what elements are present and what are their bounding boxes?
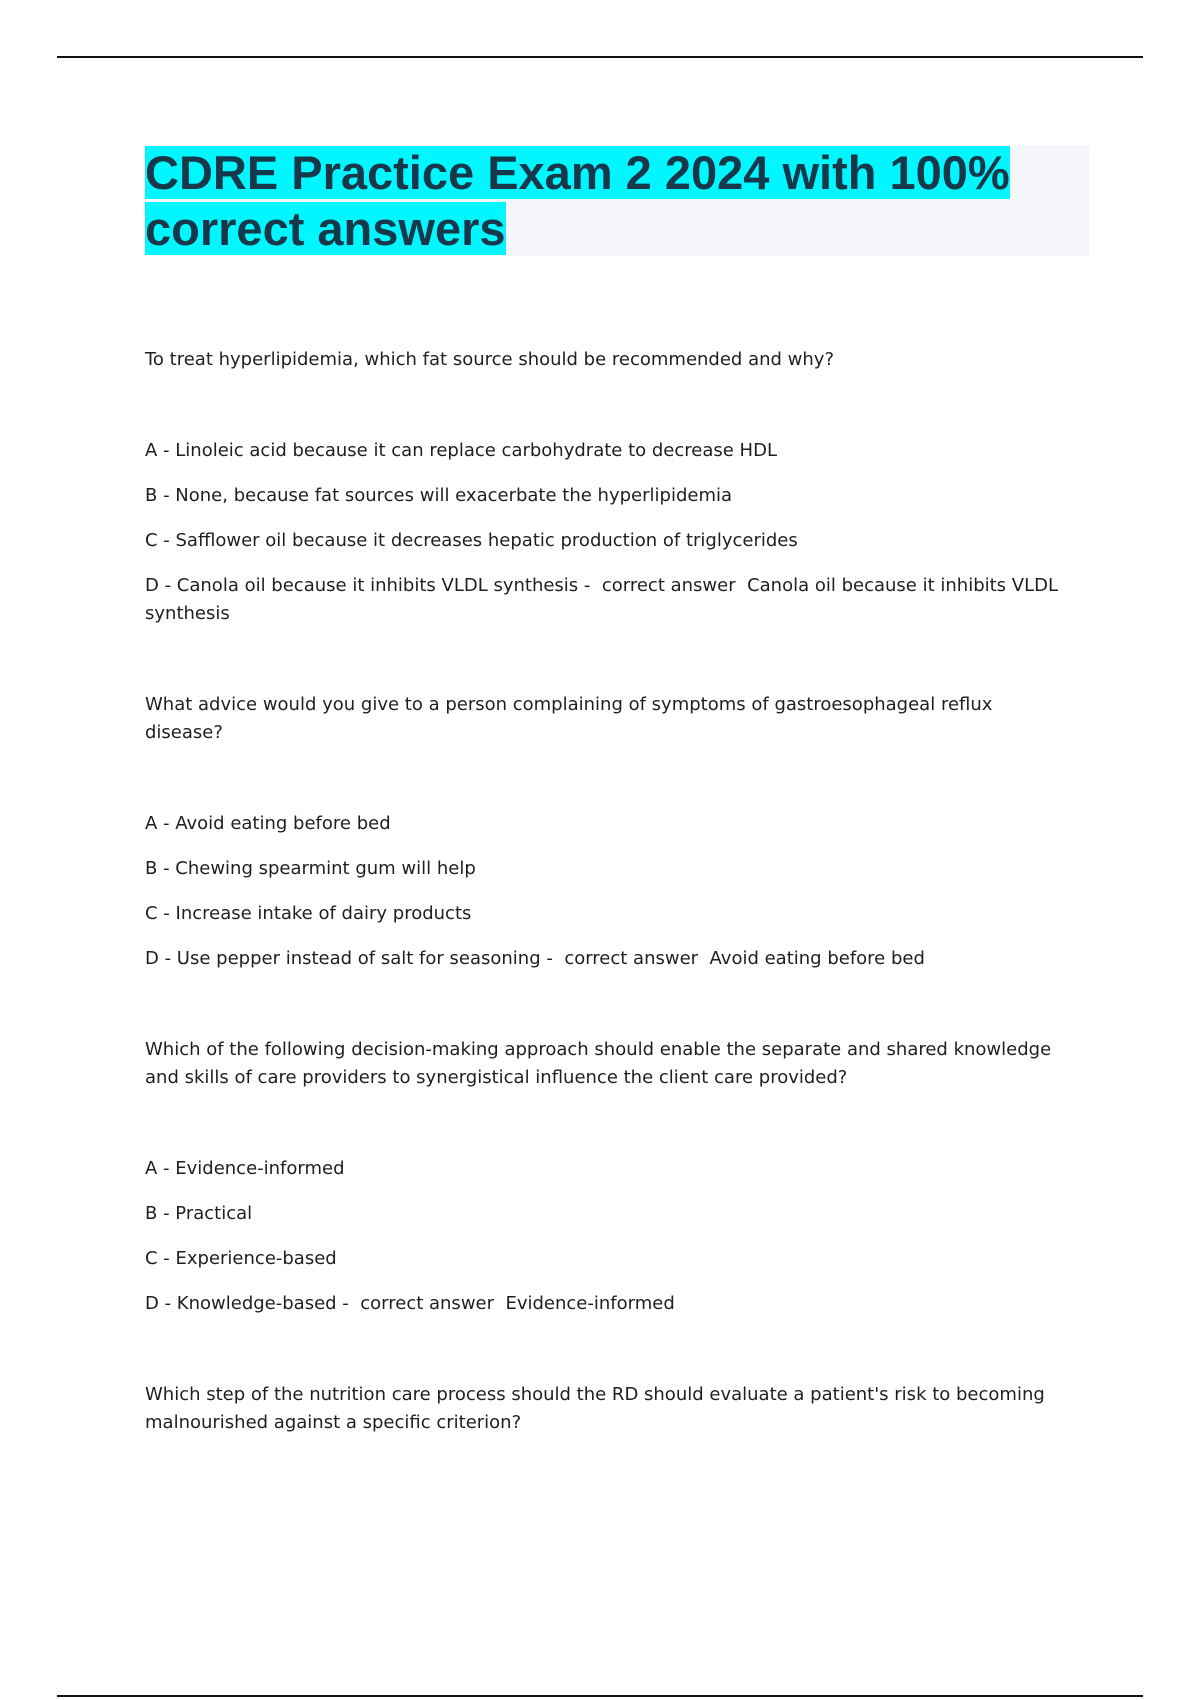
question-text: What advice would you give to a person complaining of symptoms of gastroesophageal reflux disease? (145, 694, 993, 743)
answer-marker: correct answer (564, 948, 699, 969)
option-b: B - Chewing spearmint gum will help (145, 858, 476, 879)
option-d: D - Canola oil because it inhibits VLDL synthesis (145, 575, 579, 596)
answer-marker: correct answer (360, 1293, 495, 1314)
option-a: A - Evidence-informed (145, 1158, 345, 1179)
correct-answer: Avoid eating before bed (709, 948, 925, 969)
top-rule (57, 56, 1143, 58)
option-d-with-answer: D - Canola oil because it inhibits VLDL synthesis - correct answer Canola oil because it inhibits VLDL synthesis (145, 575, 1059, 624)
option-a: A - Linoleic acid because it can replace carbohydrate to decrease HDL (145, 440, 777, 461)
question-list (145, 346, 1075, 1500)
option-a: A - Avoid eating before bed (145, 813, 391, 834)
question-text: Which step of the nutrition care process should the RD should evaluate a patient's risk to becoming malnourished against a specific criterion? (145, 1384, 1045, 1433)
correct-answer: Evidence-informed (505, 1293, 675, 1314)
question-block-1 (145, 346, 1075, 628)
question-block-3 (145, 1036, 1075, 1318)
option-b: B - Practical (145, 1203, 253, 1224)
bottom-rule (57, 1695, 1143, 1697)
title-highlight: CDRE Practice Exam 2 2024 with 100% correct answers (145, 146, 1010, 255)
question-block-2 (145, 691, 1075, 973)
question-text: Which of the following decision-making approach should enable the separate and shared knowledge and skills of care providers to synergistical influence the client care provided? (145, 1039, 1052, 1088)
document-title (145, 145, 1065, 257)
question-text: To treat hyperlipidemia, which fat source should be recommended and why? (145, 349, 835, 370)
option-c: C - Experience-based (145, 1248, 337, 1269)
correct-answer: Canola oil because it inhibits VLDL synthesis (145, 575, 1059, 624)
option-d-with-answer: D - Knowledge-based - correct answer Evidence-informed (145, 1293, 675, 1314)
option-b: B - None, because fat sources will exacerbate the hyperlipidemia (145, 485, 733, 506)
option-c: C - Safflower oil because it decreases hepatic production of triglycerides (145, 530, 798, 551)
option-c: C - Increase intake of dairy products (145, 903, 472, 924)
option-d: D - Knowledge-based (145, 1293, 337, 1314)
answer-marker: correct answer (601, 575, 736, 596)
option-d-with-answer: D - Use pepper instead of salt for seasoning - correct answer Avoid eating before bed (145, 948, 925, 969)
question-block-4 (145, 1381, 1075, 1437)
option-d: D - Use pepper instead of salt for seasoning (145, 948, 541, 969)
